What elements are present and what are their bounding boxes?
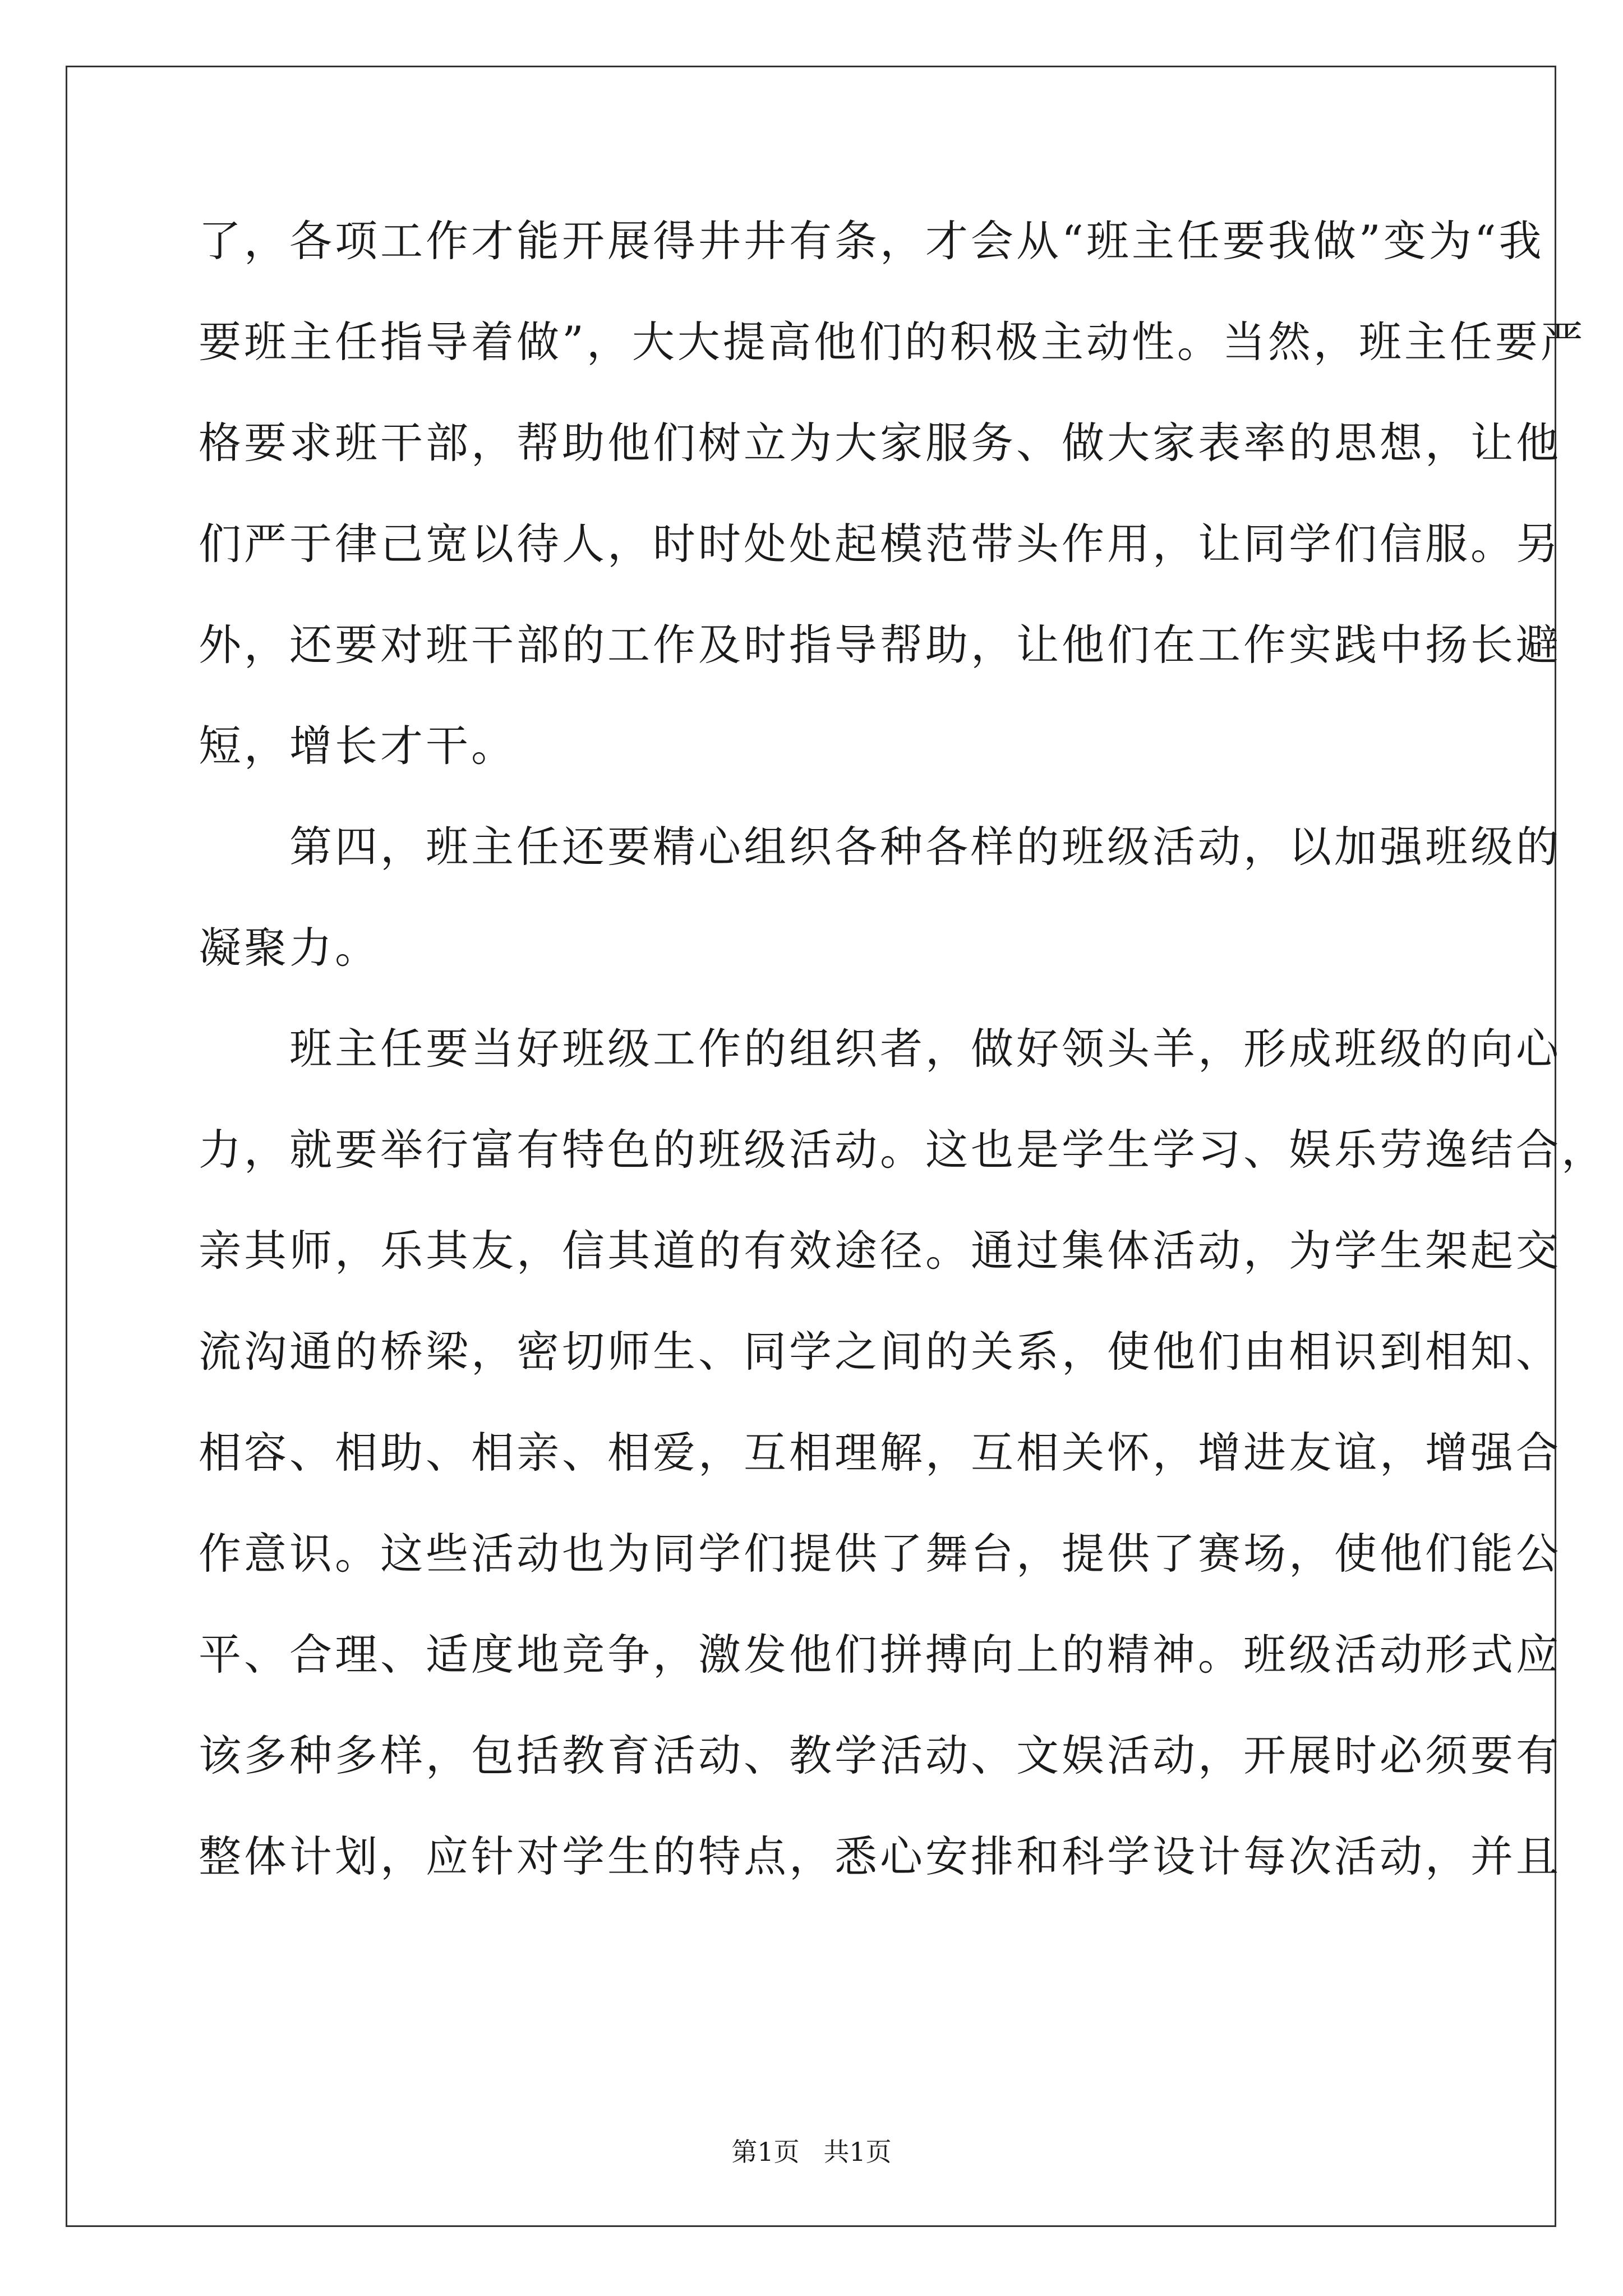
text-line: 作意识。这些活动也为同学们提供了舞台，提供了赛场，使他们能公 — [199, 1529, 1561, 1579]
text-line: 凝聚力。 — [199, 923, 380, 973]
page-footer — [0, 2135, 1623, 2169]
text-line: 班主任要当好班级工作的组织者，做好领头羊，形成班级的向心 — [199, 1024, 1561, 1074]
text-line: 要班主任指导着做”，大大提高他们的积极主动性。当然，班主任要严 — [199, 317, 1586, 367]
page-number-total: 共1页 — [823, 2137, 892, 2167]
text-line: 们严于律己宽以待人，时时处处起模范带头作用，让同学们信服。另 — [199, 519, 1561, 569]
text-line: 流沟通的桥梁，密切师生、同学之间的关系，使他们由相识到相知、 — [199, 1327, 1561, 1377]
text-line: 了，各项工作才能开展得井井有条，才会从“班主任要我做”变为“我 — [199, 216, 1544, 266]
text-line: 力，就要举行富有特色的班级活动。这也是学生学习、娱乐劳逸结合， — [199, 1125, 1607, 1175]
text-line: 外，还要对班干部的工作及时指导帮助，让他们在工作实践中扬长避 — [199, 620, 1561, 670]
text-line: 该多种多样，包括教育活动、教学活动、文娱活动，开展时必须要有 — [199, 1731, 1561, 1780]
text-line: 格要求班干部，帮助他们树立为大家服务、做大家表率的思想，让他 — [199, 418, 1561, 468]
text-line: 整体计划，应针对学生的特点，悉心安排和科学设计每次活动，并且 — [199, 1832, 1561, 1881]
text-line: 相容、相助、相亲、相爱，互相理解，互相关怀，增进友谊，增强合 — [199, 1428, 1561, 1478]
text-line: 平、合理、适度地竞争，激发他们拼搏向上的精神。班级活动形式应 — [199, 1630, 1561, 1680]
page-number-current: 第1页 — [731, 2137, 800, 2167]
text-line: 第四，班主任还要精心组织各种各样的班级活动，以加强班级的 — [199, 822, 1561, 872]
text-line: 短，增长才干。 — [199, 721, 517, 771]
text-line: 亲其师，乐其友，信其道的有效途径。通过集体活动，为学生架起交 — [199, 1226, 1561, 1276]
